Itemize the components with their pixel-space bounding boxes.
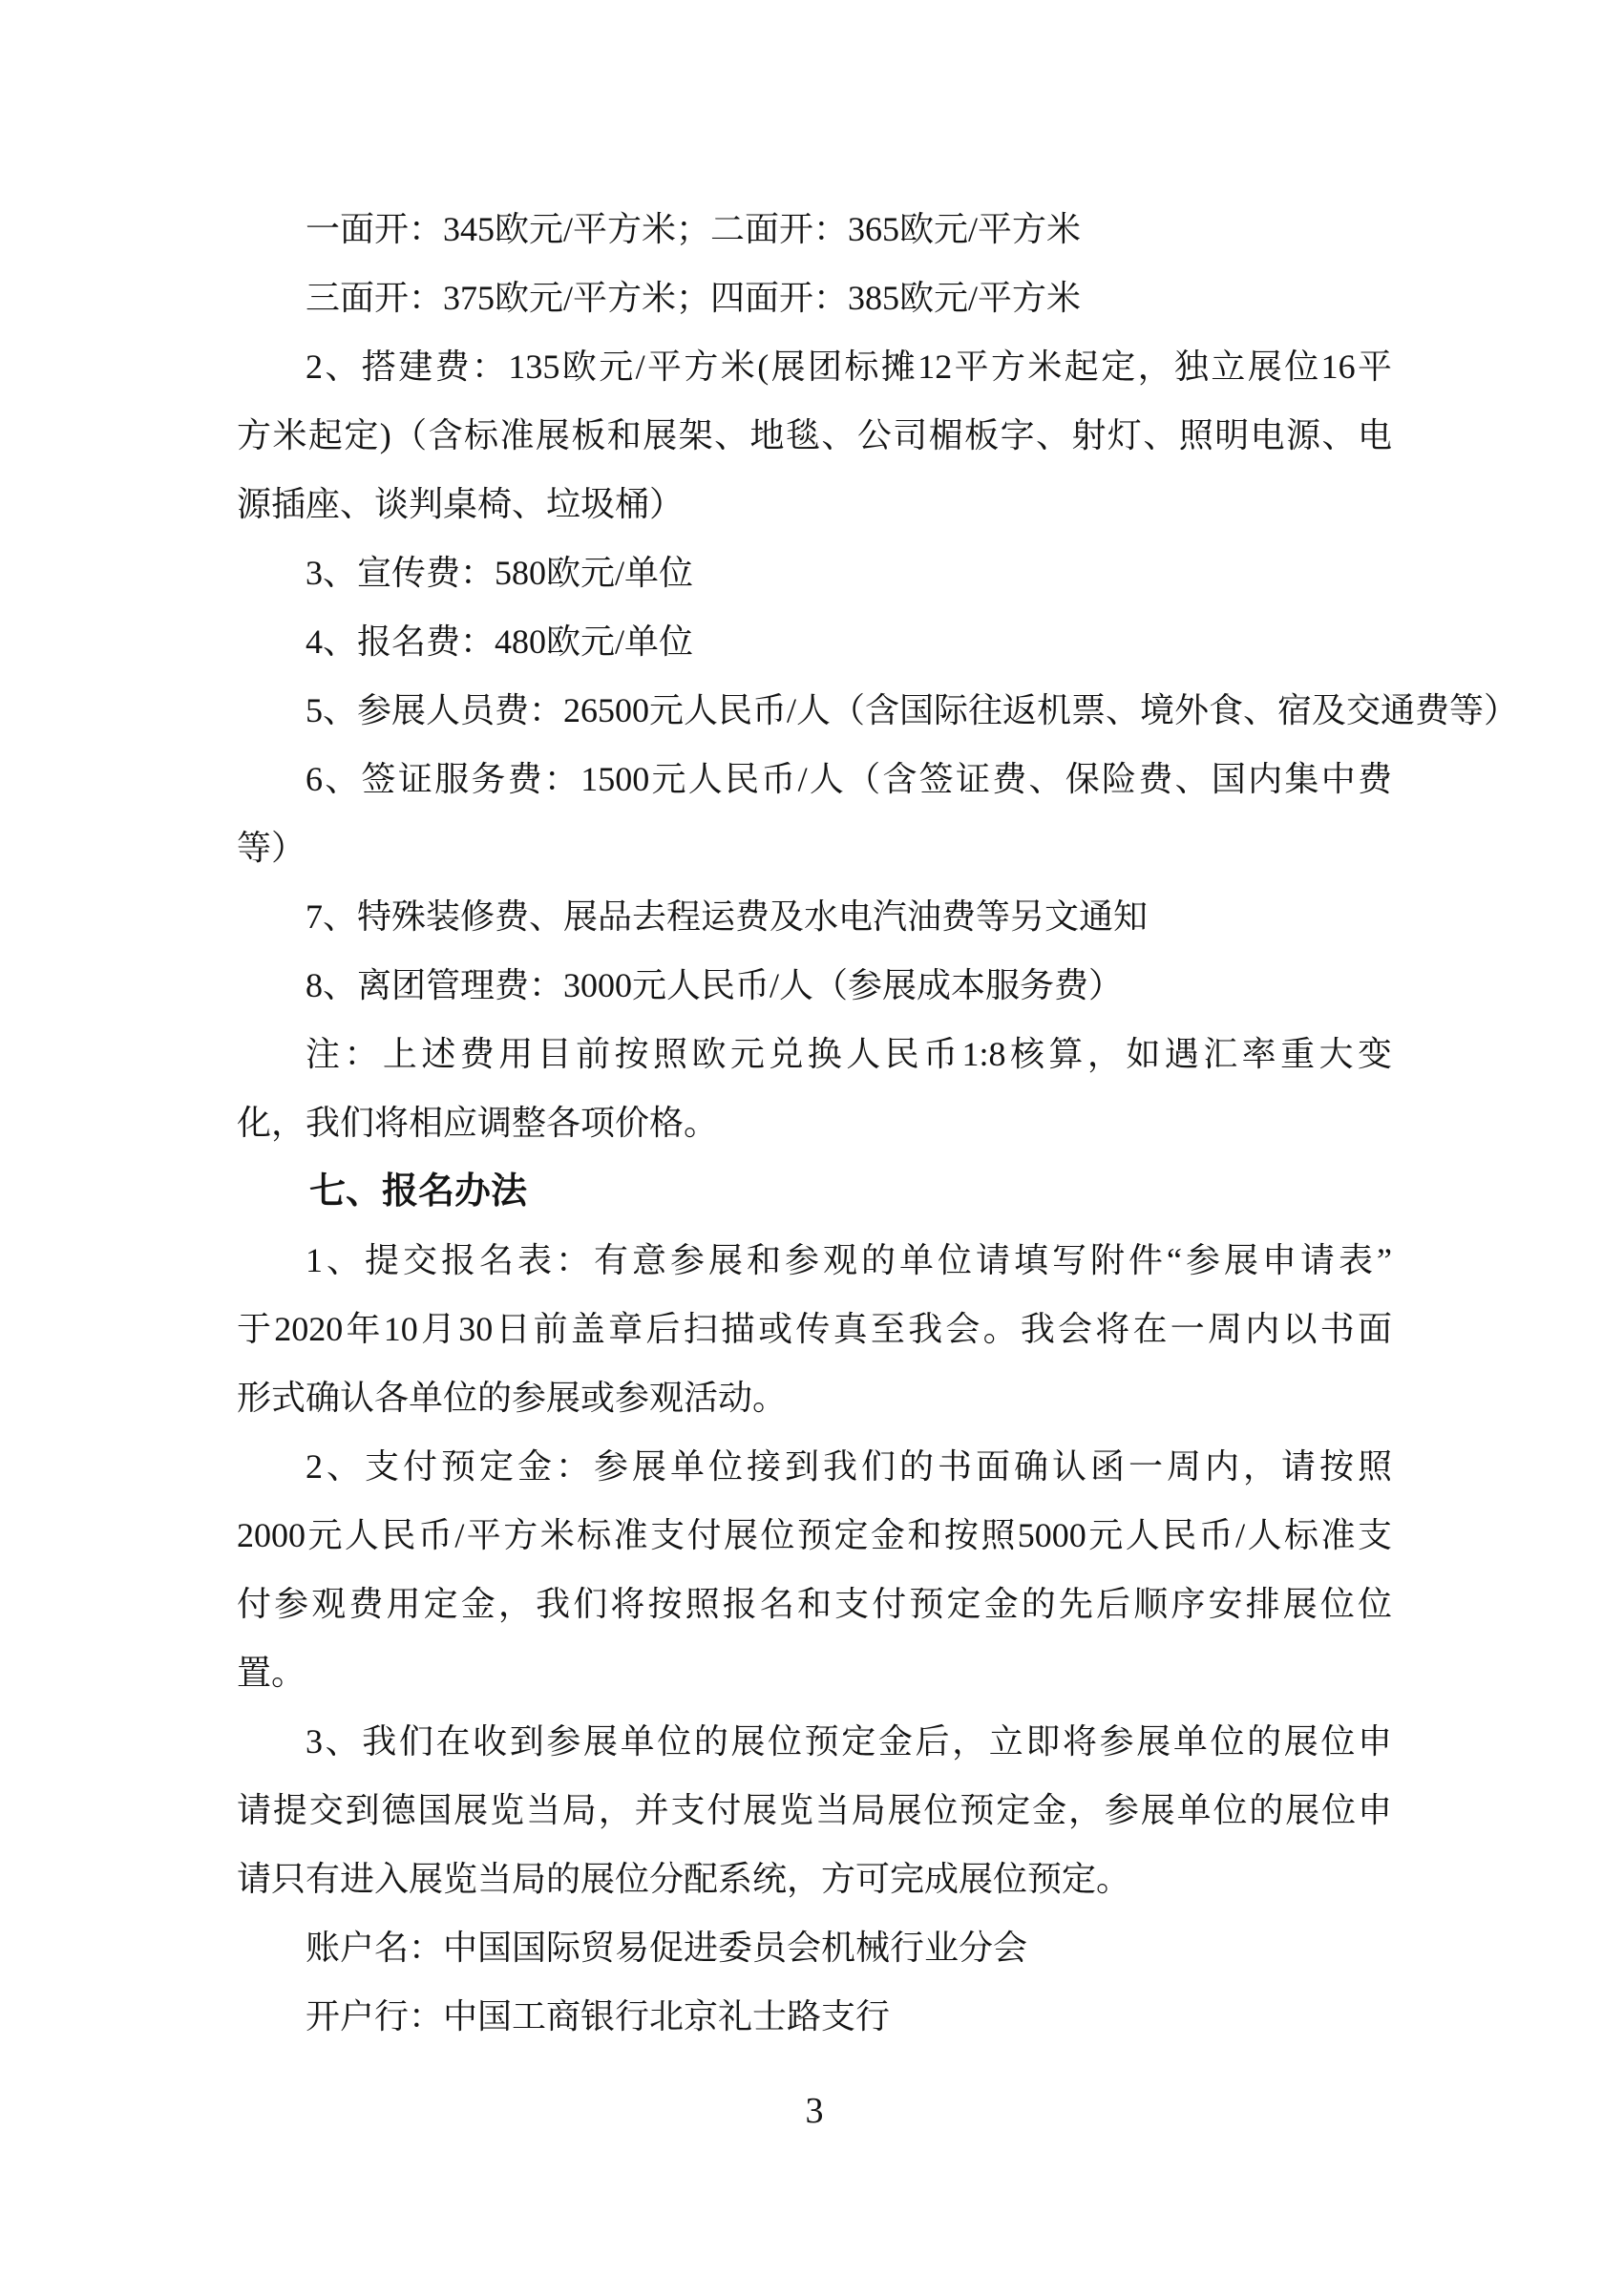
text-line: 方米起定)（含标准展板和展架、地毯、公司楣板字、射灯、照明电源、电 <box>237 416 1392 454</box>
text-line: 形式确认各单位的参展或参观活动。 <box>237 1379 788 1417</box>
section-heading: 七、报名办法 <box>309 1171 528 1212</box>
text-line: 请只有进入展览当局的展位分配系统，方可完成展位预定。 <box>237 1860 1131 1898</box>
text-line: 三面开：375欧元/平方米；四面开：385欧元/平方米 <box>306 279 1082 317</box>
text-line: 开户行：中国工商银行北京礼士路支行 <box>306 1997 891 2035</box>
text-line: 请提交到德国展览当局，并支付展览当局展位预定金，参展单位的展位申 <box>237 1791 1392 1829</box>
text-line: 等） <box>237 829 306 867</box>
text-line: 5、参展人员费：26500元人民币/人（含国际往返机票、境外食、宿及交通费等） <box>306 691 1519 729</box>
page-number: 3 <box>805 2091 824 2131</box>
text-line: 账户名：中国国际贸易促进委员会机械行业分会 <box>306 1929 1028 1967</box>
text-line: 化，我们将相应调整各项价格。 <box>237 1104 719 1142</box>
text-line: 2000元人民币/平方米标准支付展位预定金和按照5000元人民币/人标准支 <box>237 1516 1392 1554</box>
text-line: 3、我们在收到参展单位的展位预定金后，立即将参展单位的展位申 <box>306 1722 1392 1761</box>
text-line: 6、签证服务费：1500元人民币/人（含签证费、保险费、国内集中费 <box>306 760 1392 798</box>
text-line: 1、提交报名表：有意参展和参观的单位请填写附件“参展申请表” <box>306 1241 1392 1279</box>
text-block <box>237 195 1519 2051</box>
text-line: 一面开：345欧元/平方米；二面开：365欧元/平方米 <box>306 210 1082 248</box>
text-line: 付参观费用定金，我们将按照报名和支付预定金的先后顺序安排展位位 <box>237 1585 1392 1623</box>
text-line: 7、特殊装修费、展品去程运费及水电汽油费等另文通知 <box>306 897 1149 936</box>
text-line: 3、宣传费：580欧元/单位 <box>306 554 694 592</box>
text-line: 4、报名费：480欧元/单位 <box>306 622 694 661</box>
text-line: 8、离团管理费：3000元人民币/人（参展成本服务费） <box>306 966 1124 1004</box>
text-line: 注：上述费用目前按照欧元兑换人民币1:8核算，如遇汇率重大变 <box>306 1035 1392 1073</box>
text-line: 2、搭建费：135欧元/平方米(展团标摊12平方米起定，独立展位16平 <box>306 348 1392 386</box>
page-footer <box>237 2087 1392 2135</box>
text-line: 源插座、谈判桌椅、垃圾桶） <box>237 485 685 523</box>
text-line: 2、支付预定金：参展单位接到我们的书面确认函一周内，请按照 <box>306 1447 1392 1486</box>
text-line: 于2020年10月30日前盖章后扫描或传真至我会。我会将在一周内以书面 <box>237 1310 1392 1348</box>
text-line: 置。 <box>237 1654 306 1692</box>
